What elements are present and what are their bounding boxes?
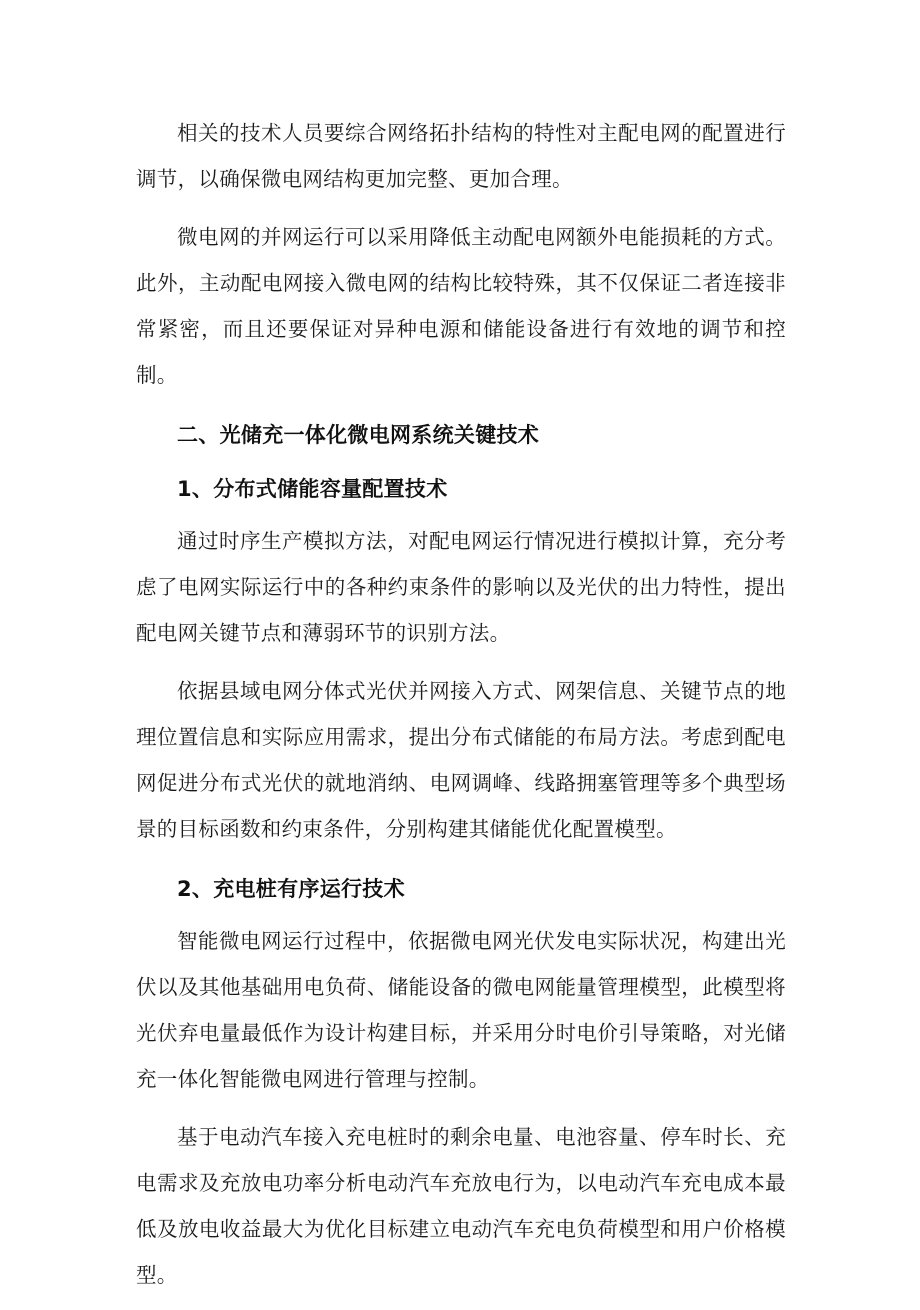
paragraph-grid-connection: 微电网的并网运行可以采用降低主动配电网额外电能损耗的方式。此外，主动配电网接入微电网的结构比较特殊，其不仅保证二者连接非常紧密，而且还要保证对异种电源和储能设备进行有效地的调节和控制。	[136, 225, 786, 387]
paragraph-timing-simulation: 通过时序生产模拟方法，对配电网运行情况进行模拟计算，充分考虑了电网实际运行中的各种约束条件的影响以及光伏的出力特性，提出配电网关键节点和薄弱环节的识别方法。	[136, 529, 786, 645]
subheading-charging-pile: 2、充电桩有序运行技术	[177, 877, 405, 901]
paragraph-topology-adjustment: 相关的技术人员要综合网络拓扑结构的特性对主配电网的配置进行调节，以确保微电网结构更加完整、更加合理。	[136, 121, 786, 191]
section-heading-key-technologies: 二、光储充一体化微电网系统关键技术	[177, 423, 540, 447]
paragraph-ev-charging-model: 基于电动汽车接入充电桩时的剩余电量、电池容量、停车时长、充电需求及充放电功率分析电动汽车充放电行为，以电动汽车充电成本最低及放电收益最大为优化目标建立电动汽车充电负荷模型和用户价格模型。	[136, 1125, 786, 1287]
document-body	[136, 110, 786, 1310]
paragraph-energy-management: 智能微电网运行过程中，依据微电网光伏发电实际状况，构建出光伏以及其他基础用电负荷、储能设备的微电网能量管理模型，此模型将光伏弃电量最低作为设计构建目标，并采用分时电价引导策略，对光储充一体化智能微电网进行管理与控制。	[136, 929, 786, 1091]
subheading-storage-capacity: 1、分布式储能容量配置技术	[177, 477, 448, 501]
paragraph-storage-layout: 依据县域电网分体式光伏并网接入方式、网架信息、关键节点的地理位置信息和实际应用需求，提出分布式储能的布局方法。考虑到配电网促进分布式光伏的就地消纳、电网调峰、线路拥塞管理等多个典型场景的目标函数和约束条件，分别构建其储能优化配置模型。	[136, 679, 786, 841]
